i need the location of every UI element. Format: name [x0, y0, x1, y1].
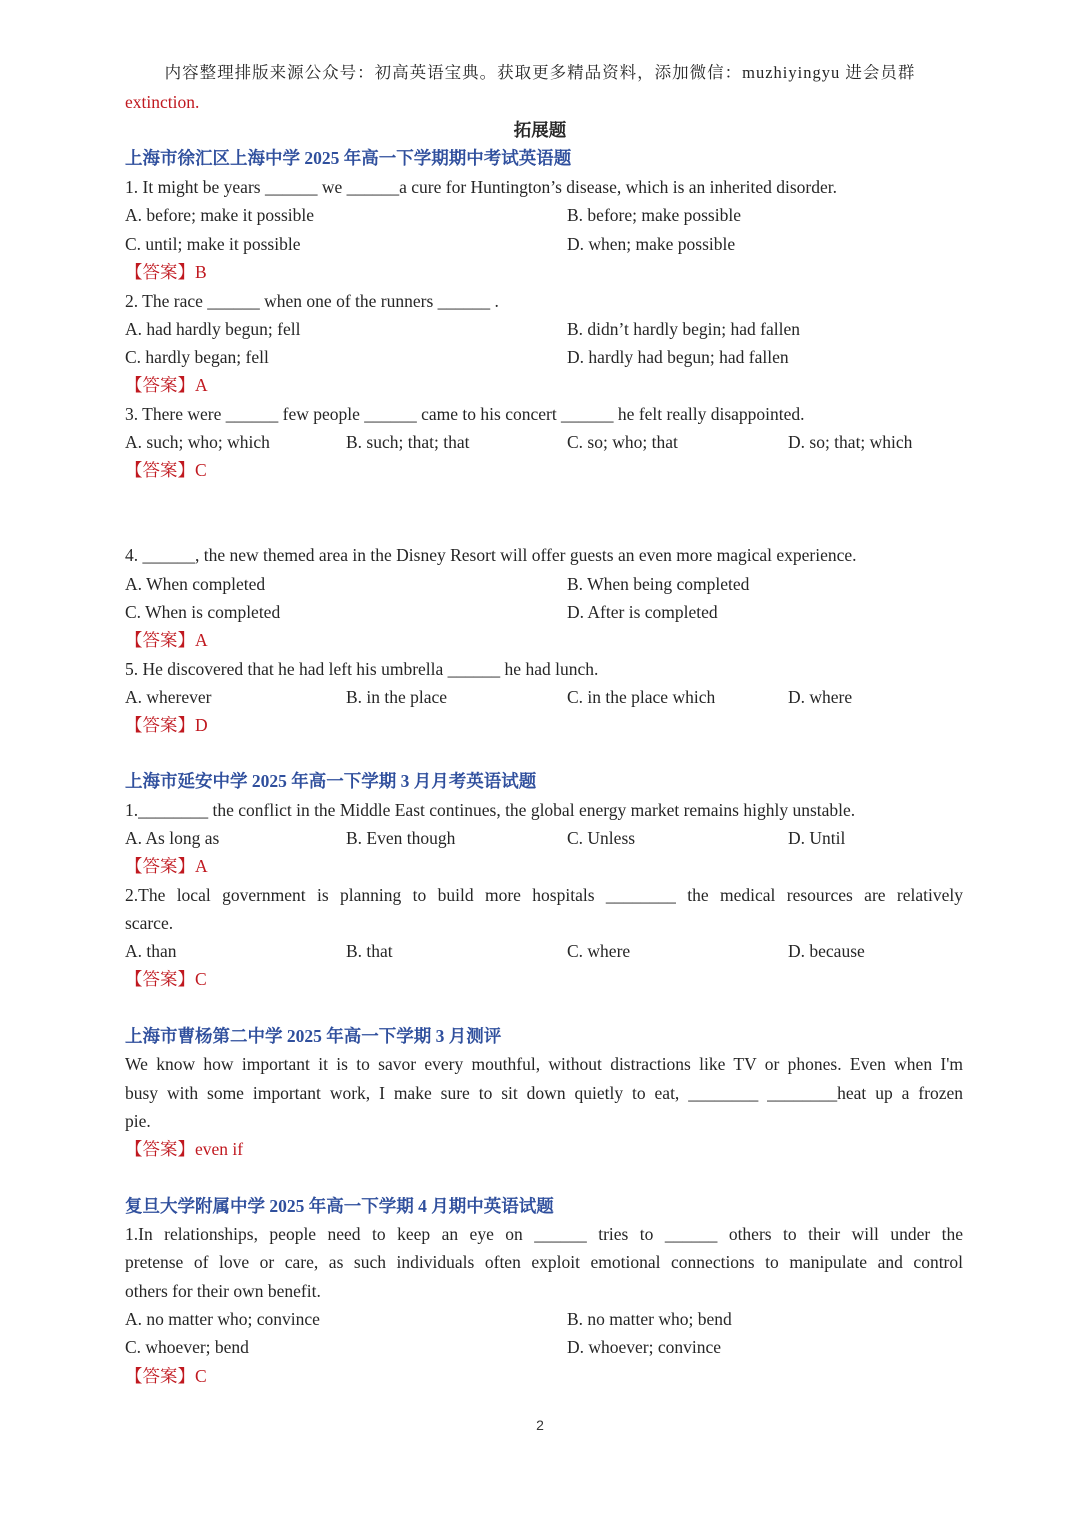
option-d: D. whoever; convince: [567, 1337, 722, 1357]
answer: 【答案】C: [125, 969, 207, 989]
options-row: [125, 317, 963, 341]
question-stem-line: others for their own benefit.: [125, 1281, 321, 1301]
options-row: [125, 826, 963, 850]
passage-line: We know how important it is to savor every mouthful, without distractions like TV or phones. Even when I'm: [125, 1054, 963, 1074]
page-header: 内容整理排版来源公众号：初高英语宝典。获取更多精品资料，添加微信：muzhiyingyu 进会员群: [164, 63, 916, 82]
question-stem: 5. He discovered that he had left his umbrella ______ he had lunch.: [125, 659, 599, 679]
option-b: B. such; that; that: [346, 432, 470, 452]
option-b: B. When being completed: [567, 574, 750, 594]
options-row: [125, 203, 963, 227]
options-row: [125, 345, 963, 369]
option-b: B. that: [346, 941, 393, 961]
option-a: A. As long as: [125, 828, 220, 848]
passage-line: busy with some important work, I make sure to sit down quietly to eat, ________ ________heat up a frozen: [125, 1083, 963, 1103]
option-a: A. wherever: [125, 687, 212, 707]
option-a: A. before; make it possible: [125, 205, 315, 225]
question-stem-line: pretense of love or care, as such individuals often exploit emotional connections to manipulate and control: [125, 1252, 963, 1272]
option-b: B. didn’t hardly begin; had fallen: [567, 319, 800, 339]
option-d: D. hardly had begun; had fallen: [567, 347, 789, 367]
option-b: B. in the place: [346, 687, 448, 707]
option-b: B. no matter who; bend: [567, 1309, 732, 1329]
options-row: [125, 1335, 963, 1359]
option-c: C. until; make it possible: [125, 234, 301, 254]
answer: 【答案】D: [125, 715, 208, 735]
option-c: C. When is completed: [125, 602, 281, 622]
question-stem: 1. It might be years ______ we ______a cure for Huntington’s disease, which is an inherited disorder.: [125, 177, 837, 197]
page-number: 2: [536, 1417, 544, 1433]
option-d: D. when; make possible: [567, 234, 736, 254]
option-b: B. before; make possible: [567, 205, 741, 225]
answer: 【答案】C: [125, 460, 207, 480]
option-d: D. After is completed: [567, 602, 718, 622]
answer: 【答案】A: [125, 856, 208, 876]
question-stem: 3. There were ______ few people ______ came to his concert ______ he felt really disappointed.: [125, 404, 805, 424]
option-c: C. where: [567, 941, 631, 961]
question-stem-line: scarce.: [125, 913, 174, 933]
options-row: [125, 1307, 963, 1331]
question-stem: 4. ______, the new themed area in the Disney Resort will offer guests an even more magical experience.: [125, 545, 857, 565]
answer: 【答案】B: [125, 262, 207, 282]
option-d: D. so; that; which: [788, 432, 913, 452]
exam-title: 上海市延安中学 2025 年高一下学期 3 月月考英语试题: [125, 771, 537, 791]
options-row: [125, 232, 963, 256]
question-stem: 2. The race ______ when one of the runners ______ .: [125, 291, 499, 311]
question-stem: 1.________ the conflict in the Middle East continues, the global energy market remains highly unstable.: [125, 800, 856, 820]
option-a: A. such; who; which: [125, 432, 270, 452]
options-row: [125, 939, 963, 963]
answer: 【答案】even if: [125, 1139, 244, 1159]
option-c: C. whoever; bend: [125, 1337, 249, 1357]
option-a: A. had hardly begun; fell: [125, 319, 301, 339]
option-c: C. in the place which: [567, 687, 716, 707]
option-c: C. Unless: [567, 828, 636, 848]
exam-title: 上海市曹杨第二中学 2025 年高一下学期 3 月测评: [125, 1026, 502, 1046]
option-c: C. hardly began; fell: [125, 347, 269, 367]
option-c: C. so; who; that: [567, 432, 678, 452]
options-row: [125, 572, 963, 596]
option-d: D. where: [788, 687, 853, 707]
option-d: D. Until: [788, 828, 846, 848]
option-b: B. Even though: [346, 828, 456, 848]
option-a: A. no matter who; convince: [125, 1309, 320, 1329]
question-stem-line: 2.The local government is planning to build more hospitals ________ the medical resources are relatively: [125, 885, 963, 905]
options-row: [125, 600, 963, 624]
answer: 【答案】C: [125, 1366, 207, 1386]
option-a: A. When completed: [125, 574, 266, 594]
carryover-text: extinction.: [125, 92, 200, 112]
passage-line: pie.: [125, 1111, 151, 1131]
section-heading: 拓展题: [513, 120, 567, 140]
question-stem-line: 1.In relationships, people need to keep an eye on ______ tries to ______ others to their will under the: [125, 1224, 963, 1244]
options-row: [125, 430, 963, 454]
options-row: [125, 685, 963, 709]
exam-title: 上海市徐汇区上海中学 2025 年高一下学期期中考试英语题: [125, 148, 572, 168]
option-a: A. than: [125, 941, 177, 961]
answer: 【答案】A: [125, 375, 208, 395]
exam-title: 复旦大学附属中学 2025 年高一下学期 4 月期中英语试题: [125, 1196, 554, 1216]
option-d: D. because: [788, 941, 865, 961]
answer: 【答案】A: [125, 630, 208, 650]
